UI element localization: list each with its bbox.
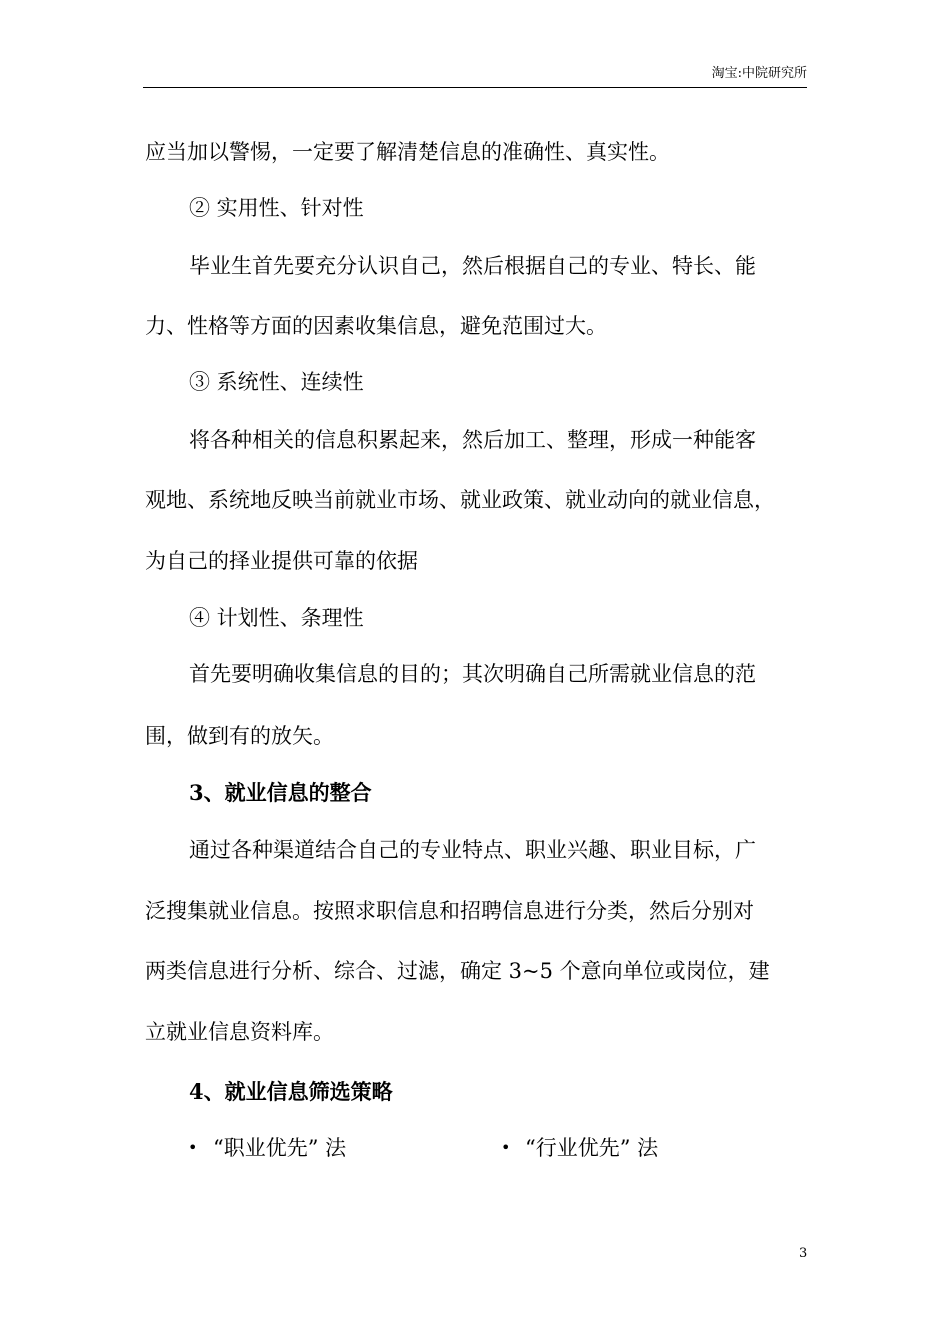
bullet-marker: • — [501, 1138, 511, 1157]
paragraph-line: 通过各种渠道结合自己的专业特点、职业兴趣、职业目标，广 — [189, 838, 756, 862]
paragraph-line: 立就业信息资料库。 — [145, 1020, 334, 1044]
paragraph-line: 首先要明确收集信息的目的；其次明确自己所需就业信息的范 — [189, 662, 756, 686]
paragraph-line: 为自己的择业提供可靠的依据 — [145, 549, 418, 573]
page-number: 3 — [799, 1246, 808, 1261]
paragraph-line: 两类信息进行分析、综合、过滤，确定 3~5 个意向单位或岗位，建 — [145, 959, 770, 983]
subheading-systematic: ③ 系统性、连续性 — [189, 370, 364, 394]
header-rule — [143, 87, 807, 88]
paragraph-line: 毕业生首先要充分认识自己，然后根据自己的专业、特长、能 — [189, 254, 756, 278]
subheading-practicality: ② 实用性、针对性 — [189, 196, 364, 220]
bullet-item-occupation-first: “职业优先” 法 — [213, 1136, 347, 1160]
header-text: 淘宝:中院研究所 — [711, 66, 807, 81]
subheading-planning: ④ 计划性、条理性 — [189, 606, 364, 630]
paragraph-line: 应当加以警惕，一定要了解清楚信息的准确性、真实性。 — [145, 140, 670, 164]
section-heading-integration: 3、就业信息的整合 — [189, 780, 372, 805]
paragraph-line: 观地、系统地反映当前就业市场、就业政策、就业动向的就业信息， — [145, 488, 775, 512]
paragraph-line: 泛搜集就业信息。按照求职信息和招聘信息进行分类，然后分别对 — [145, 899, 754, 923]
bullet-item-industry-first: “行业优先” 法 — [525, 1136, 659, 1160]
bullet-marker: • — [188, 1138, 198, 1157]
section-heading-screening: 4、就业信息筛选策略 — [189, 1079, 393, 1104]
paragraph-line: 力、性格等方面的因素收集信息，避免范围过大。 — [145, 314, 607, 338]
paragraph-line: 围，做到有的放矢。 — [145, 724, 334, 748]
paragraph-line: 将各种相关的信息积累起来，然后加工、整理，形成一种能客 — [189, 428, 756, 452]
